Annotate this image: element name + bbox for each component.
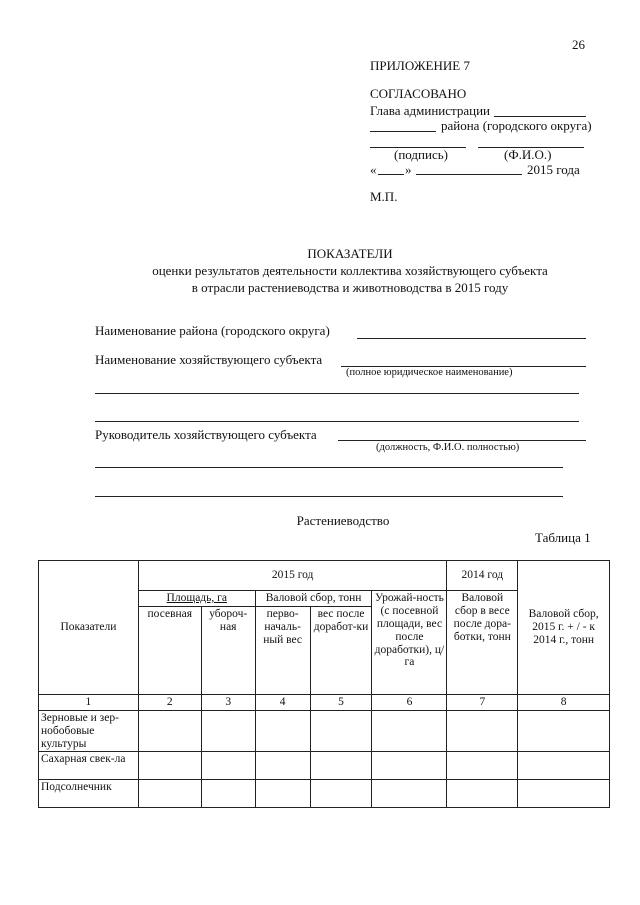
district-label: района (городского округа) <box>441 118 592 133</box>
header-gross-2014: Валовой сбор в весе после дора-ботки, тонн <box>447 591 518 695</box>
head-admin-line <box>494 116 586 117</box>
manager-field-label: Руководитель хозяйствующего субъекта <box>95 427 317 442</box>
date-month-line <box>416 174 522 175</box>
manager-extra-line-1[interactable] <box>95 467 563 468</box>
row-label: Сахарная свек-ла <box>39 752 139 780</box>
entity-extra-line-2[interactable] <box>95 421 579 422</box>
header-area: Площадь, га <box>138 591 255 607</box>
signature-label: (подпись) <box>394 147 448 162</box>
col-number: 6 <box>372 694 447 710</box>
table-number-row <box>39 694 610 710</box>
table-cell[interactable] <box>138 780 201 808</box>
district-line <box>370 131 436 132</box>
col-number: 8 <box>518 694 610 710</box>
table-cell[interactable] <box>255 710 310 752</box>
col-number: 5 <box>310 694 372 710</box>
header-weight-after: вес после доработ-ки <box>310 606 372 694</box>
header-sown: посевная <box>138 606 201 694</box>
col-number: 1 <box>39 694 139 710</box>
page-number: 26 <box>572 37 585 52</box>
table-cell[interactable] <box>518 780 610 808</box>
title-line-3: в отрасли растениеводства и животноводства в 2015 году <box>191 280 509 295</box>
date-open-quote: « <box>370 162 377 177</box>
section-title: Растениеводство <box>296 513 390 528</box>
header-year-2014: 2014 год <box>447 561 518 591</box>
head-admin-label: Глава администрации <box>370 103 491 118</box>
entity-field-label: Наименование хозяйствующего субъекта <box>95 352 323 367</box>
col-number: 4 <box>255 694 310 710</box>
date-year: 2015 года <box>527 162 580 177</box>
table-cell[interactable] <box>372 780 447 808</box>
row-label: Подсолнечник <box>39 780 139 808</box>
table-row <box>39 710 610 752</box>
crop-table <box>38 560 610 808</box>
agreed-label: СОГЛАСОВАНО <box>370 86 467 101</box>
table-cell[interactable] <box>201 752 255 780</box>
col-number: 3 <box>201 694 255 710</box>
manager-extra-line-2[interactable] <box>95 496 563 497</box>
table-cell[interactable] <box>310 752 372 780</box>
header-yield: Урожай-ность (с посевной площади, вес после доработки), ц/га <box>372 591 447 695</box>
appendix-label: ПРИЛОЖЕНИЕ 7 <box>370 58 470 73</box>
table-cell[interactable] <box>372 752 447 780</box>
table-cell[interactable] <box>201 780 255 808</box>
table-cell[interactable] <box>201 710 255 752</box>
table-cell[interactable] <box>310 780 372 808</box>
table-row <box>39 752 610 780</box>
table-row <box>39 780 610 808</box>
fio-label: (Ф.И.О.) <box>504 147 552 162</box>
table-cell[interactable] <box>138 752 201 780</box>
title-line-1: ПОКАЗАТЕЛИ <box>307 246 393 261</box>
col-number: 7 <box>447 694 518 710</box>
table-cell[interactable] <box>255 752 310 780</box>
col-number: 2 <box>138 694 201 710</box>
table-cell[interactable] <box>255 780 310 808</box>
manager-field-hint: (должность, Ф.И.О. полностью) <box>376 442 520 453</box>
header-gross-diff: Валовой сбор, 2015 г. + / - к 2014 г., тонн <box>518 561 610 695</box>
table-cell[interactable] <box>310 710 372 752</box>
table-label: Таблица 1 <box>535 530 591 545</box>
manager-field-line[interactable] <box>338 440 586 441</box>
table-cell[interactable] <box>518 752 610 780</box>
header-initial-weight: перво-началь-ный вес <box>255 606 310 694</box>
header-year-2015: 2015 год <box>138 561 447 591</box>
entity-extra-line-1[interactable] <box>95 393 579 394</box>
district-field-line[interactable] <box>357 338 586 339</box>
table-cell[interactable] <box>447 710 518 752</box>
header-harvested: убороч-ная <box>201 606 255 694</box>
table-cell[interactable] <box>518 710 610 752</box>
district-field-label: Наименование района (городского округа) <box>95 323 330 338</box>
table-cell[interactable] <box>372 710 447 752</box>
table-cell[interactable] <box>447 780 518 808</box>
date-close-quote: » <box>405 162 412 177</box>
table-cell[interactable] <box>447 752 518 780</box>
entity-field-hint: (полное юридическое наименование) <box>346 367 513 378</box>
stamp-label: М.П. <box>370 189 398 204</box>
date-day-line <box>378 174 404 175</box>
table-cell[interactable] <box>138 710 201 752</box>
row-label: Зерновые и зер-нобобовые культуры <box>39 710 139 752</box>
header-gross: Валовой сбор, тонн <box>255 591 372 607</box>
title-line-2: оценки результатов деятельности коллектива хозяйствующего субъекта <box>152 263 548 278</box>
header-indicators: Показатели <box>39 561 139 695</box>
